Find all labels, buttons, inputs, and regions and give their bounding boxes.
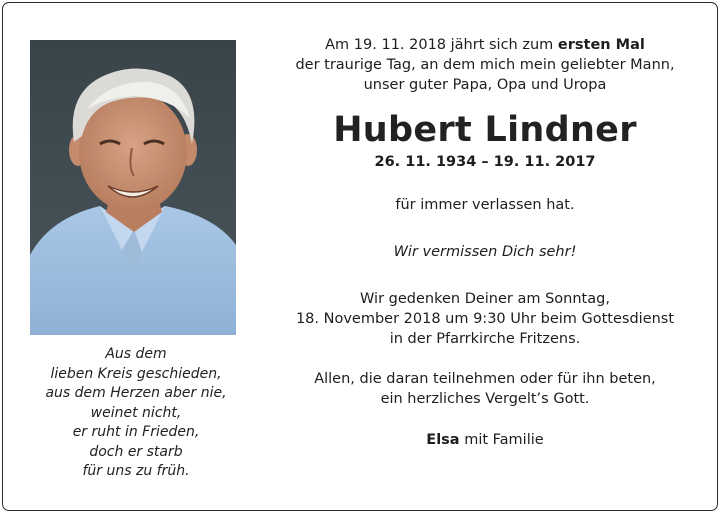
thanks-line-1: Allen, die daran teilnehmen oder für ihn beten, bbox=[314, 371, 656, 387]
thanks-block bbox=[265, 369, 705, 409]
intro-line-1-emphasis: ersten Mal bbox=[557, 37, 645, 53]
signature-name: Elsa bbox=[426, 432, 460, 448]
poem-line: weinet nicht, bbox=[90, 404, 182, 421]
service-line-2: 18. November 2018 um 9:30 Uhr beim Gottesdienst bbox=[295, 311, 675, 327]
poem-line: für uns zu früh. bbox=[82, 463, 190, 479]
intro-line-1-text: Am 19. 11. 2018 jährt sich zum bbox=[325, 37, 554, 53]
obituary-text bbox=[265, 35, 705, 450]
poem-line: Aus dem bbox=[105, 346, 167, 362]
service-block bbox=[265, 289, 705, 349]
memorial-poem bbox=[23, 345, 249, 482]
thanks-line-2: ein herzliches Vergelt’s Gott. bbox=[380, 391, 590, 407]
miss-you-line: Wir vermissen Dich sehr! bbox=[393, 244, 577, 260]
service-line-1: Wir gedenken Deiner am Sonntag, bbox=[360, 291, 610, 307]
signature-rest: mit Familie bbox=[464, 432, 544, 448]
service-line-3: in der Pfarrkirche Fritzens. bbox=[389, 331, 581, 347]
poem-line: lieben Kreis geschieden, bbox=[50, 365, 222, 382]
poem-line: doch er starb bbox=[89, 443, 183, 460]
poem-line: er ruht in Frieden, bbox=[72, 424, 200, 440]
portrait-photo bbox=[30, 40, 236, 335]
obituary-card bbox=[2, 2, 718, 511]
poem-line: aus dem Herzen aber nie, bbox=[45, 385, 227, 401]
left-us-line: für immer verlassen hat. bbox=[395, 197, 575, 213]
deceased-name: Hubert Lindner bbox=[333, 110, 637, 150]
intro-line-2: der traurige Tag, an dem mich mein geliebter Mann, bbox=[295, 57, 675, 73]
signature bbox=[265, 430, 705, 450]
intro-line-3: unser guter Papa, Opa und Uropa bbox=[363, 77, 607, 93]
intro-line-1 bbox=[265, 35, 705, 55]
life-dates: 26. 11. 1934 – 19. 11. 2017 bbox=[374, 154, 596, 170]
